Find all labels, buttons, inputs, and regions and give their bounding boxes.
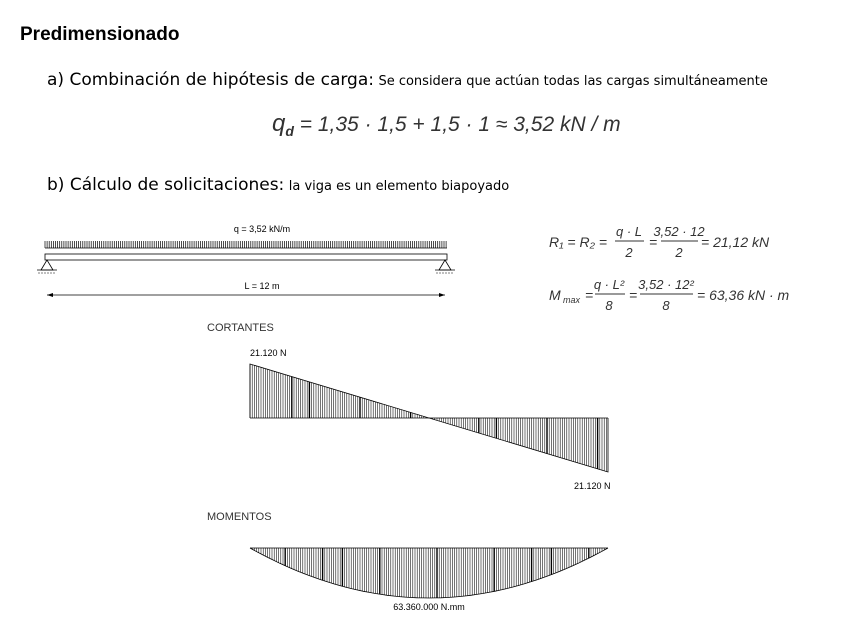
right-support-icon bbox=[435, 260, 455, 273]
svg-text:=: = bbox=[629, 287, 638, 303]
moment-outline bbox=[250, 548, 608, 598]
section-b-title: b) Cálculo de solicitaciones: bbox=[47, 175, 285, 195]
reactions-lhs: R₁ = R₂ = bbox=[549, 234, 607, 250]
reactions-frac2-den: 2 bbox=[675, 245, 683, 260]
section-a-note: Se considera que actúan todas las cargas simultáneamente bbox=[378, 74, 768, 89]
beam-body bbox=[45, 254, 447, 260]
shear-top-label: 21.120 N bbox=[250, 348, 287, 358]
reactions-result: = 21,12 kN bbox=[701, 234, 770, 250]
moment-frac2-den: 8 bbox=[662, 298, 670, 313]
reactions-formula bbox=[545, 222, 845, 266]
shear-title: CORTANTES bbox=[207, 322, 274, 334]
moment-formula bbox=[545, 275, 845, 319]
moment-title: MOMENTOS bbox=[207, 511, 272, 523]
moment-lhs: M bbox=[549, 287, 561, 303]
shear-diagram bbox=[190, 318, 630, 498]
moment-max-label: 63.360.000 N.mm bbox=[393, 602, 465, 612]
moment-lhs-sub: max bbox=[563, 295, 581, 305]
section-b-heading bbox=[47, 175, 509, 195]
svg-text:=: = bbox=[585, 287, 594, 303]
reactions-frac1-den: 2 bbox=[625, 245, 633, 260]
design-load-formula bbox=[272, 110, 621, 139]
load-label: q = 3,52 kN/m bbox=[233, 224, 291, 234]
shear-bottom-label: 21.120 N bbox=[574, 481, 611, 491]
left-support-icon bbox=[37, 260, 57, 273]
section-a-title: a) Combinación de hipótesis de carga: bbox=[47, 70, 374, 90]
formula-qd-rhs: = 1,35 · 1,5 + 1,5 · 1 ≈ 3,52 kN / m bbox=[299, 113, 621, 136]
distributed-load-arrows bbox=[45, 241, 446, 248]
section-a-heading bbox=[47, 70, 768, 90]
moment-result: = 63,36 kN · m bbox=[697, 287, 790, 303]
moment-frac1-num: q · L² bbox=[593, 277, 625, 292]
formula-qd-sub: d bbox=[285, 123, 294, 140]
svg-text:=: = bbox=[649, 234, 658, 250]
moment-frac1-den: 8 bbox=[605, 298, 613, 313]
reactions-frac2-num: 3,52 · 12 bbox=[653, 224, 705, 239]
length-dimension-line bbox=[47, 293, 445, 297]
section-b-note: la viga es un elemento biapoyado bbox=[288, 179, 510, 194]
formula-qd-lhs: q bbox=[272, 110, 286, 137]
moment-frac2-num: 3,52 · 12² bbox=[638, 277, 694, 292]
reactions-frac1-num: q · L bbox=[615, 224, 643, 239]
beam-diagram bbox=[0, 215, 470, 305]
page-title: Predimensionado bbox=[20, 24, 180, 45]
moment-diagram bbox=[190, 506, 630, 626]
length-label: L = 12 m bbox=[244, 281, 280, 291]
